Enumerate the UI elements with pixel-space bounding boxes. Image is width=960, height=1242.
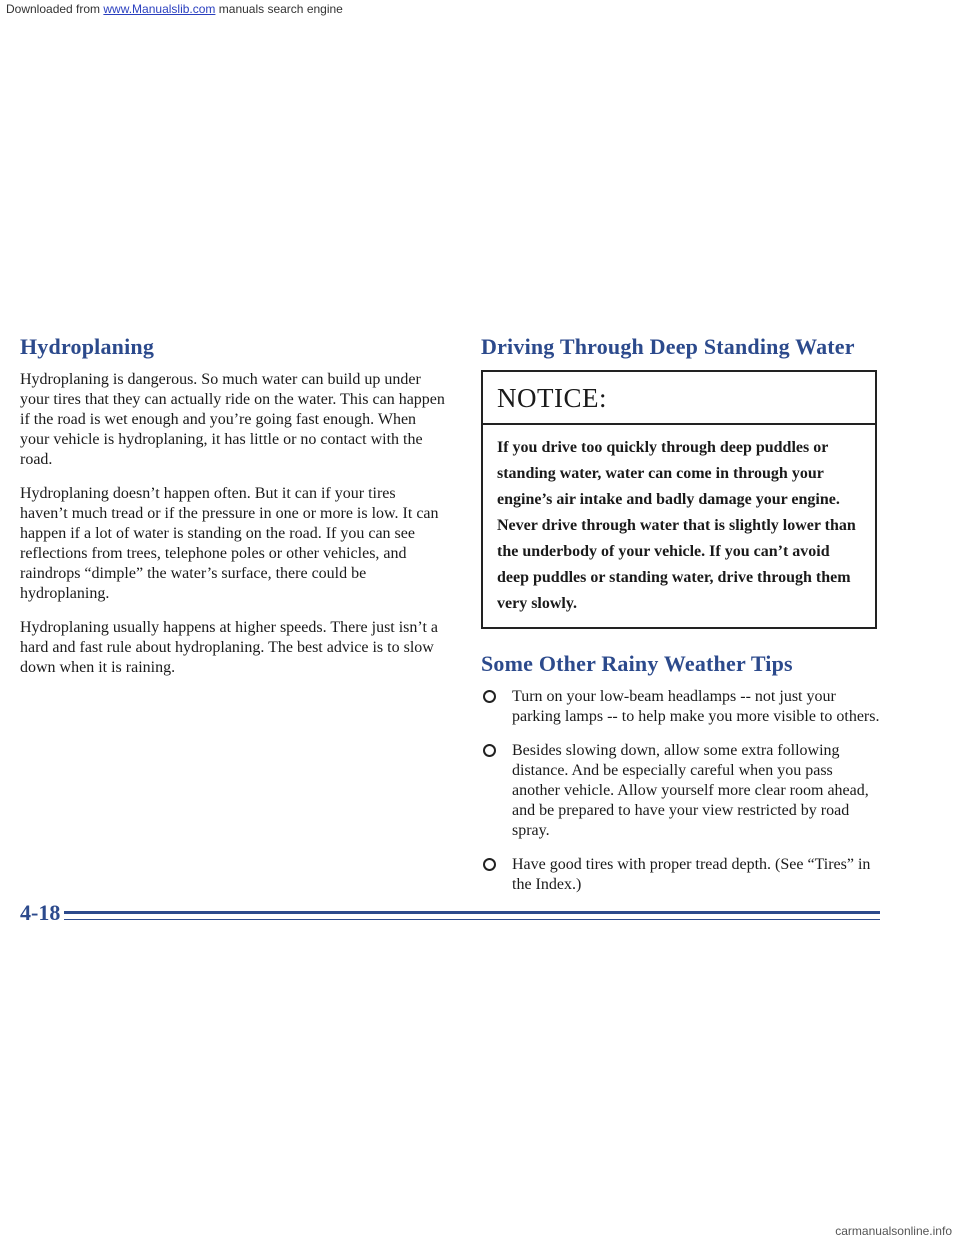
footer-rule-thick <box>64 911 880 914</box>
left-column <box>20 334 445 692</box>
list-item <box>481 855 881 895</box>
watermark-prefix: Downloaded from <box>6 2 104 16</box>
tip-text: Turn on your low-beam headlamps -- not just your parking lamps -- to help make you more visible to others. <box>512 688 880 725</box>
tip-text: Besides slowing down, allow some extra following distance. And be especially careful when you pass another vehicle. Allow yourself more clear room ahead, and be prepared to have your view restricted by road spray. <box>512 742 869 839</box>
paragraph-2: Hydroplaning doesn’t happen often. But it can if your tires haven’t much tread or if the pressure in one or more is low. It can happen if a lot of water is standing on the road. If you can see reflections from trees, telephone poles or other vehicles, and raindrops “dimple” the water’s surface, there could be hydroplaning. <box>20 485 439 602</box>
manualslib-link[interactable]: www.Manualslib.com <box>103 2 216 16</box>
bullet-icon <box>483 744 496 757</box>
bullet-icon <box>483 690 496 703</box>
deep-water-heading: Driving Through Deep Standing Water <box>481 334 855 359</box>
page-number: 4-18 <box>20 900 61 925</box>
hydroplaning-heading: Hydroplaning <box>20 334 155 359</box>
tips-list <box>481 687 881 895</box>
tip-text: Have good tires with proper tread depth. (See “Tires” in the Index.) <box>512 856 871 893</box>
bullet-icon <box>483 858 496 871</box>
rainy-tips-heading: Some Other Rainy Weather Tips <box>481 651 793 676</box>
notice-title: NOTICE: <box>483 372 875 425</box>
notice-text: If you drive too quickly through deep puddles or standing water, water can come in through your engine’s air intake and badly damage your engine. Never drive through water that is slightly lower than the underbody of your vehicle. If you can’t avoid deep puddles or standing water, drive through them very slowly. <box>497 439 856 612</box>
paragraph-3: Hydroplaning usually happens at higher speeds. There just isn’t a hard and fast rule about hydroplaning. The best advice is to slow down when it is raining. <box>20 619 438 676</box>
paragraph-1: Hydroplaning is dangerous. So much water can build up under your tires that they can actually ride on the water. This can happen if the road is wet enough and you’re going fast enough. When your vehicle is hydroplaning, it has little or no contact with the road. <box>20 371 445 468</box>
page-footer <box>20 899 880 927</box>
watermark-suffix: manuals search engine <box>215 2 343 16</box>
list-item <box>481 741 881 841</box>
watermark-top <box>6 2 343 16</box>
notice-box <box>481 370 877 629</box>
footer-rule-thin <box>64 919 880 920</box>
watermark-site: carmanualsonline.info <box>835 1224 952 1238</box>
list-item <box>481 687 881 727</box>
right-column <box>481 334 881 909</box>
